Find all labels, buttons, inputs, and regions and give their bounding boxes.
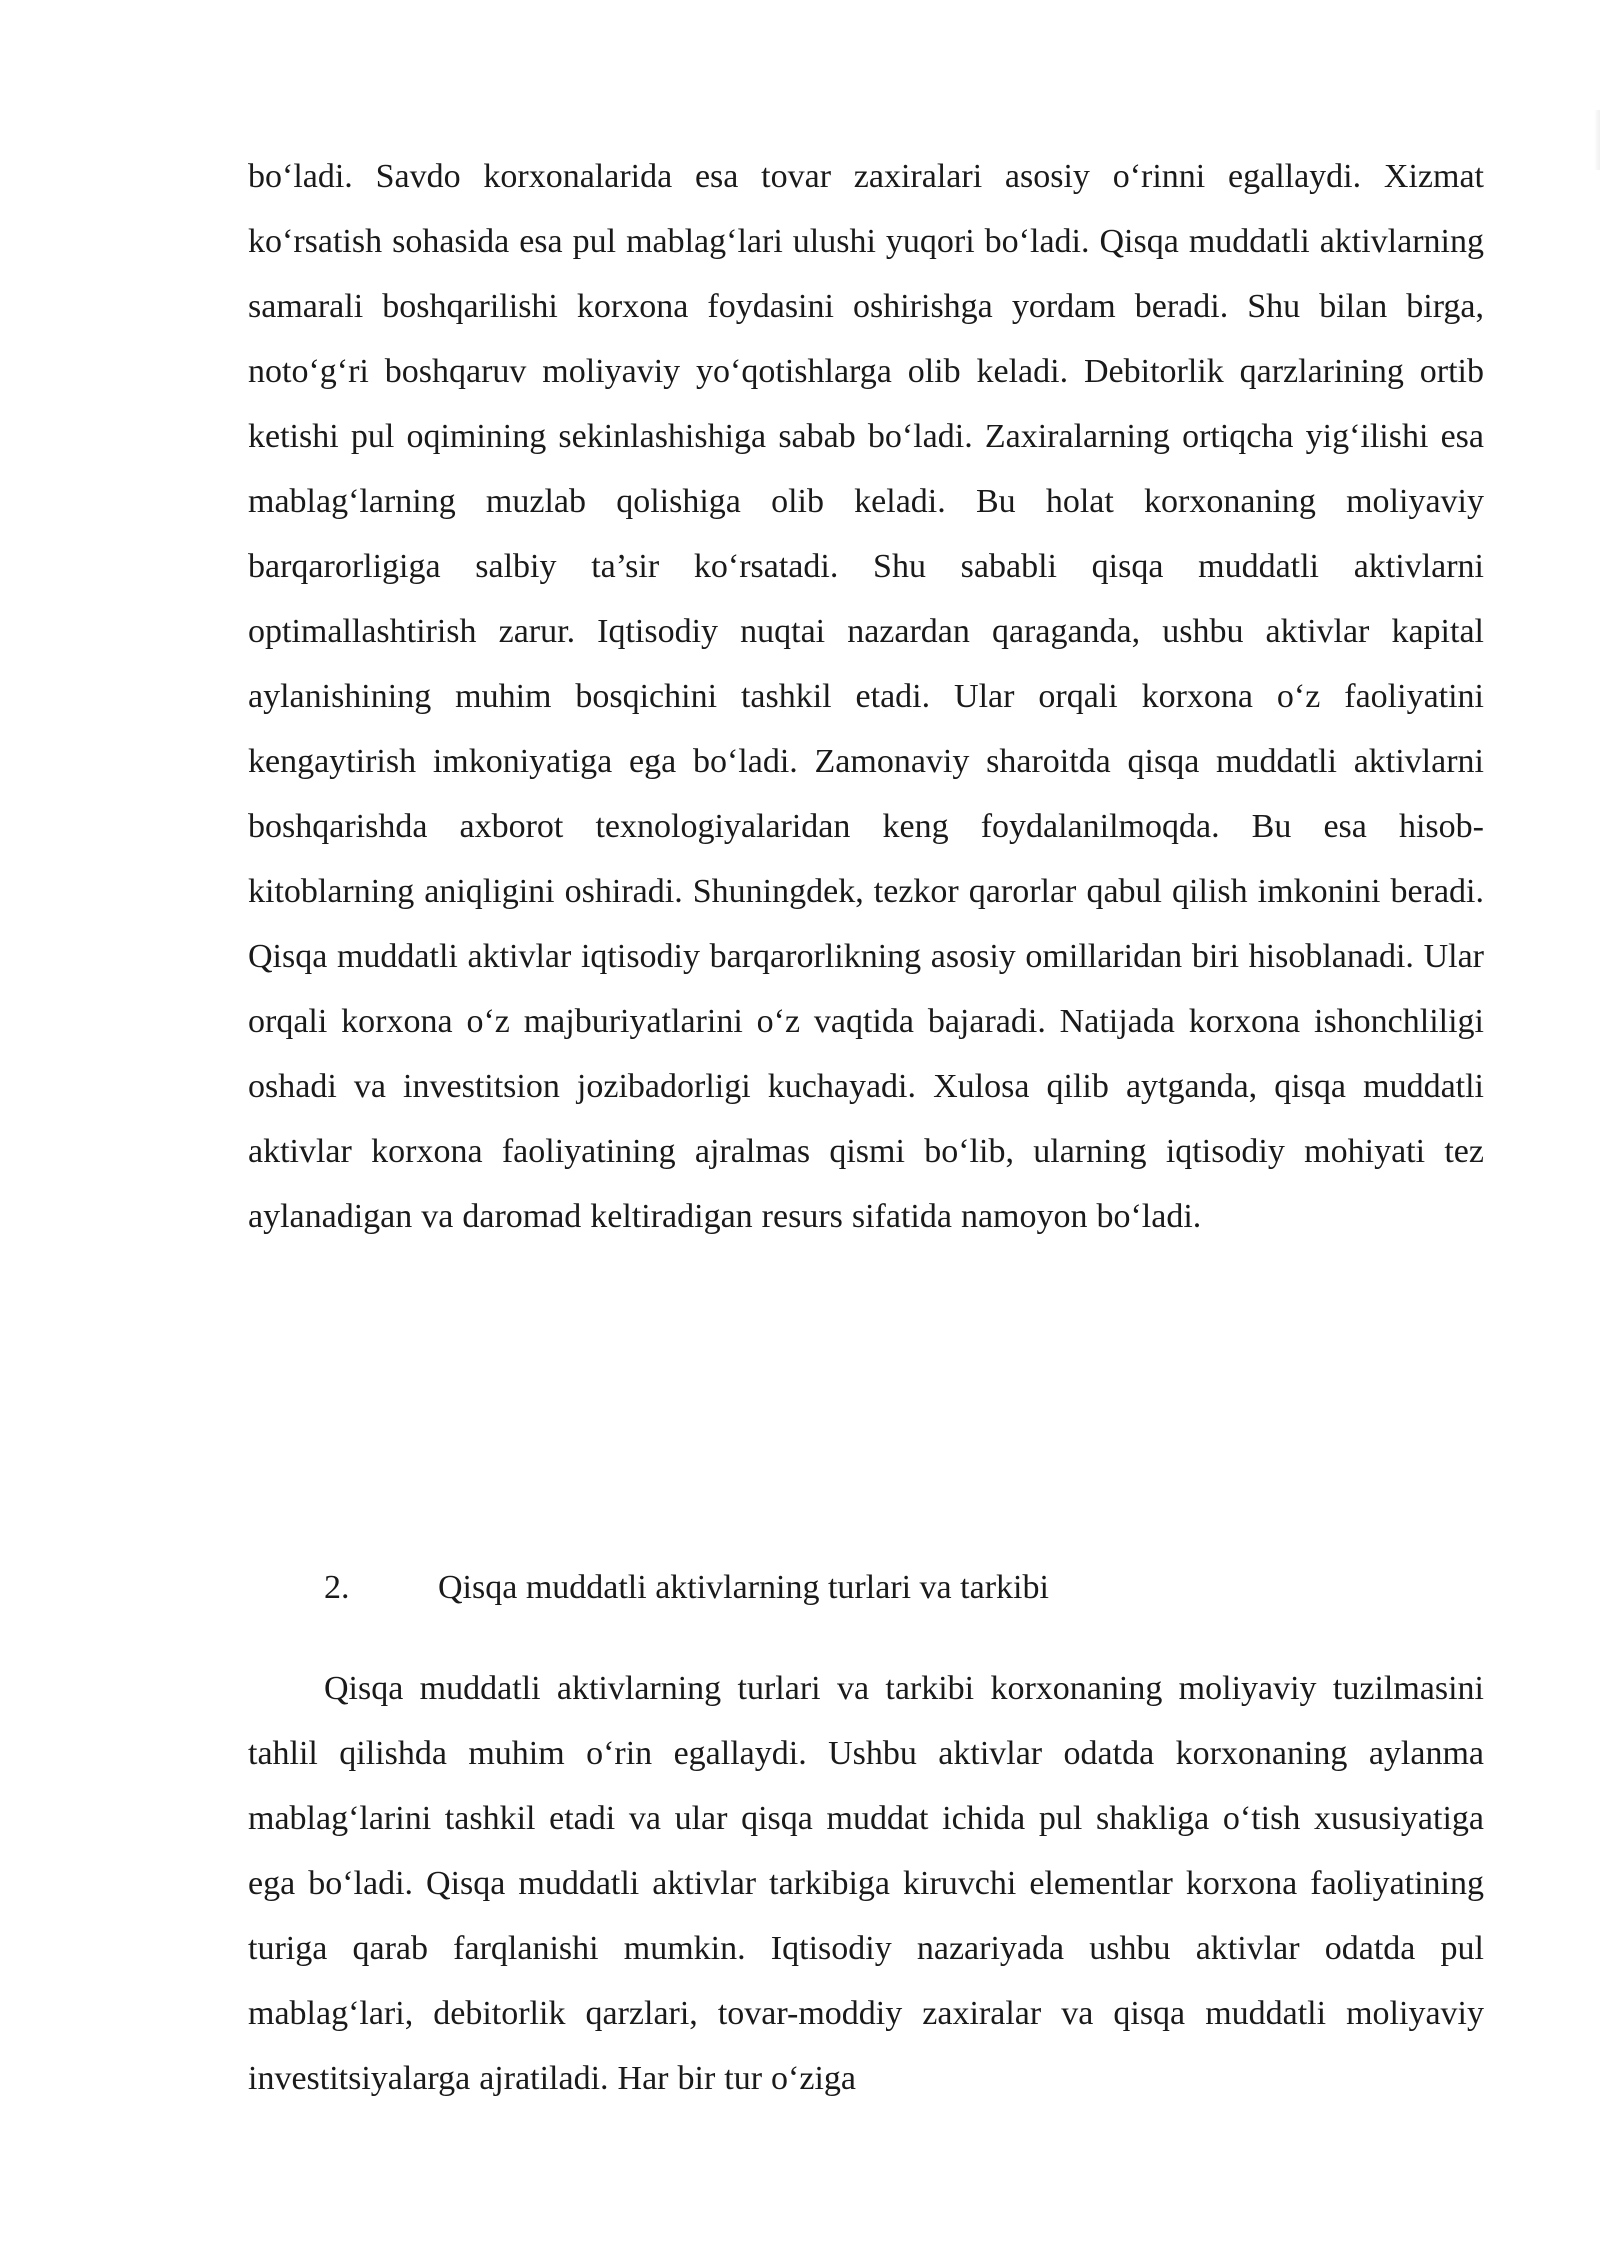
body-paragraph-1: bo‘ladi. Savdo korxonalarida esa tovar zaxiralari asosiy o‘rinni egallaydi. Xizmat ko‘rsatish sohasida esa pul mablag‘lari ulushi yuqori bo‘ladi. Qisqa muddatli aktivlarning samarali boshqarilishi korxona foydasini oshirishga yordam beradi. Shu bilan birga, noto‘g‘ri boshqaruv moliyaviy yo‘qotishlarga olib keladi. Debitorlik qarzlarining ortib ketishi pul oqimining sekinlashishiga sabab bo‘ladi. Zaxiralarning ortiqcha yig‘ilishi esa mablag‘larning muzlab qolishiga olib keladi. Bu holat korxonaning moliyaviy barqarorligiga salbiy ta’sir ko‘rsatadi. Shu sababli qisqa muddatli aktivlarni optimallashtirish zarur. Iqtisodiy nuqtai nazardan qaraganda, ushbu aktivlar kapital aylanishining muhim bosqichini tashkil etadi. Ular orqali korxona o‘z faoliyatini kengaytirish imkoniyatiga ega bo‘ladi. Zamonaviy sharoitda qisqa muddatli aktivlarni boshqarishda axborot texnologiyalaridan keng foydalanilmoqda. Bu esa hisob-kitoblarning aniqligini oshiradi. Shuningdek, tezkor qarorlar qabul qilish imkonini beradi. Qisqa muddatli aktivlar iqtisodiy barqarorlikning asosiy omillaridan biri hisoblanadi. Ular orqali korxona o‘z majburiyatlarini o‘z vaqtida bajaradi. Natijada korxona ishonchliligi oshadi va investitsion jozibadorligi kuchayadi. Xulosa qilib aytganda, qisqa muddatli aktivlar korxona faoliyatining ajralmas qismi bo‘lib, ularning iqtisodiy mohiyati tez aylanadigan va daromad keltiradigan resurs sifatida namoyon bo‘ladi.: [248, 158, 1484, 1235]
page-edge-shadow: [1594, 110, 1600, 170]
section-number: 2.: [324, 1569, 350, 1606]
section-heading: [324, 1555, 1049, 1620]
body-paragraph-2: Qisqa muddatli aktivlarning turlari va tarkibi korxonaning moliyaviy tuzilmasini tahlil qilishda muhim o‘rin egallaydi. Ushbu aktivlar odatda korxonaning aylanma mablag‘larini tashkil etadi va ular qisqa muddat ichida pul shakliga o‘tish xususiyatiga ega bo‘ladi. Qisqa muddatli aktivlar tarkibiga kiruvchi elementlar korxona faoliyatining turiga qarab farqlanishi mumkin. Iqtisodiy nazariyada ushbu aktivlar odatda pul mablag‘lari, debitorlik qarzlari, tovar-moddiy zaxiralar va qisqa muddatli moliyaviy investitsiyalarga ajratiladi. Har bir tur o‘ziga: [248, 1670, 1484, 2097]
section-title: Qisqa muddatli aktivlarning turlari va tarkibi: [438, 1569, 1049, 1606]
